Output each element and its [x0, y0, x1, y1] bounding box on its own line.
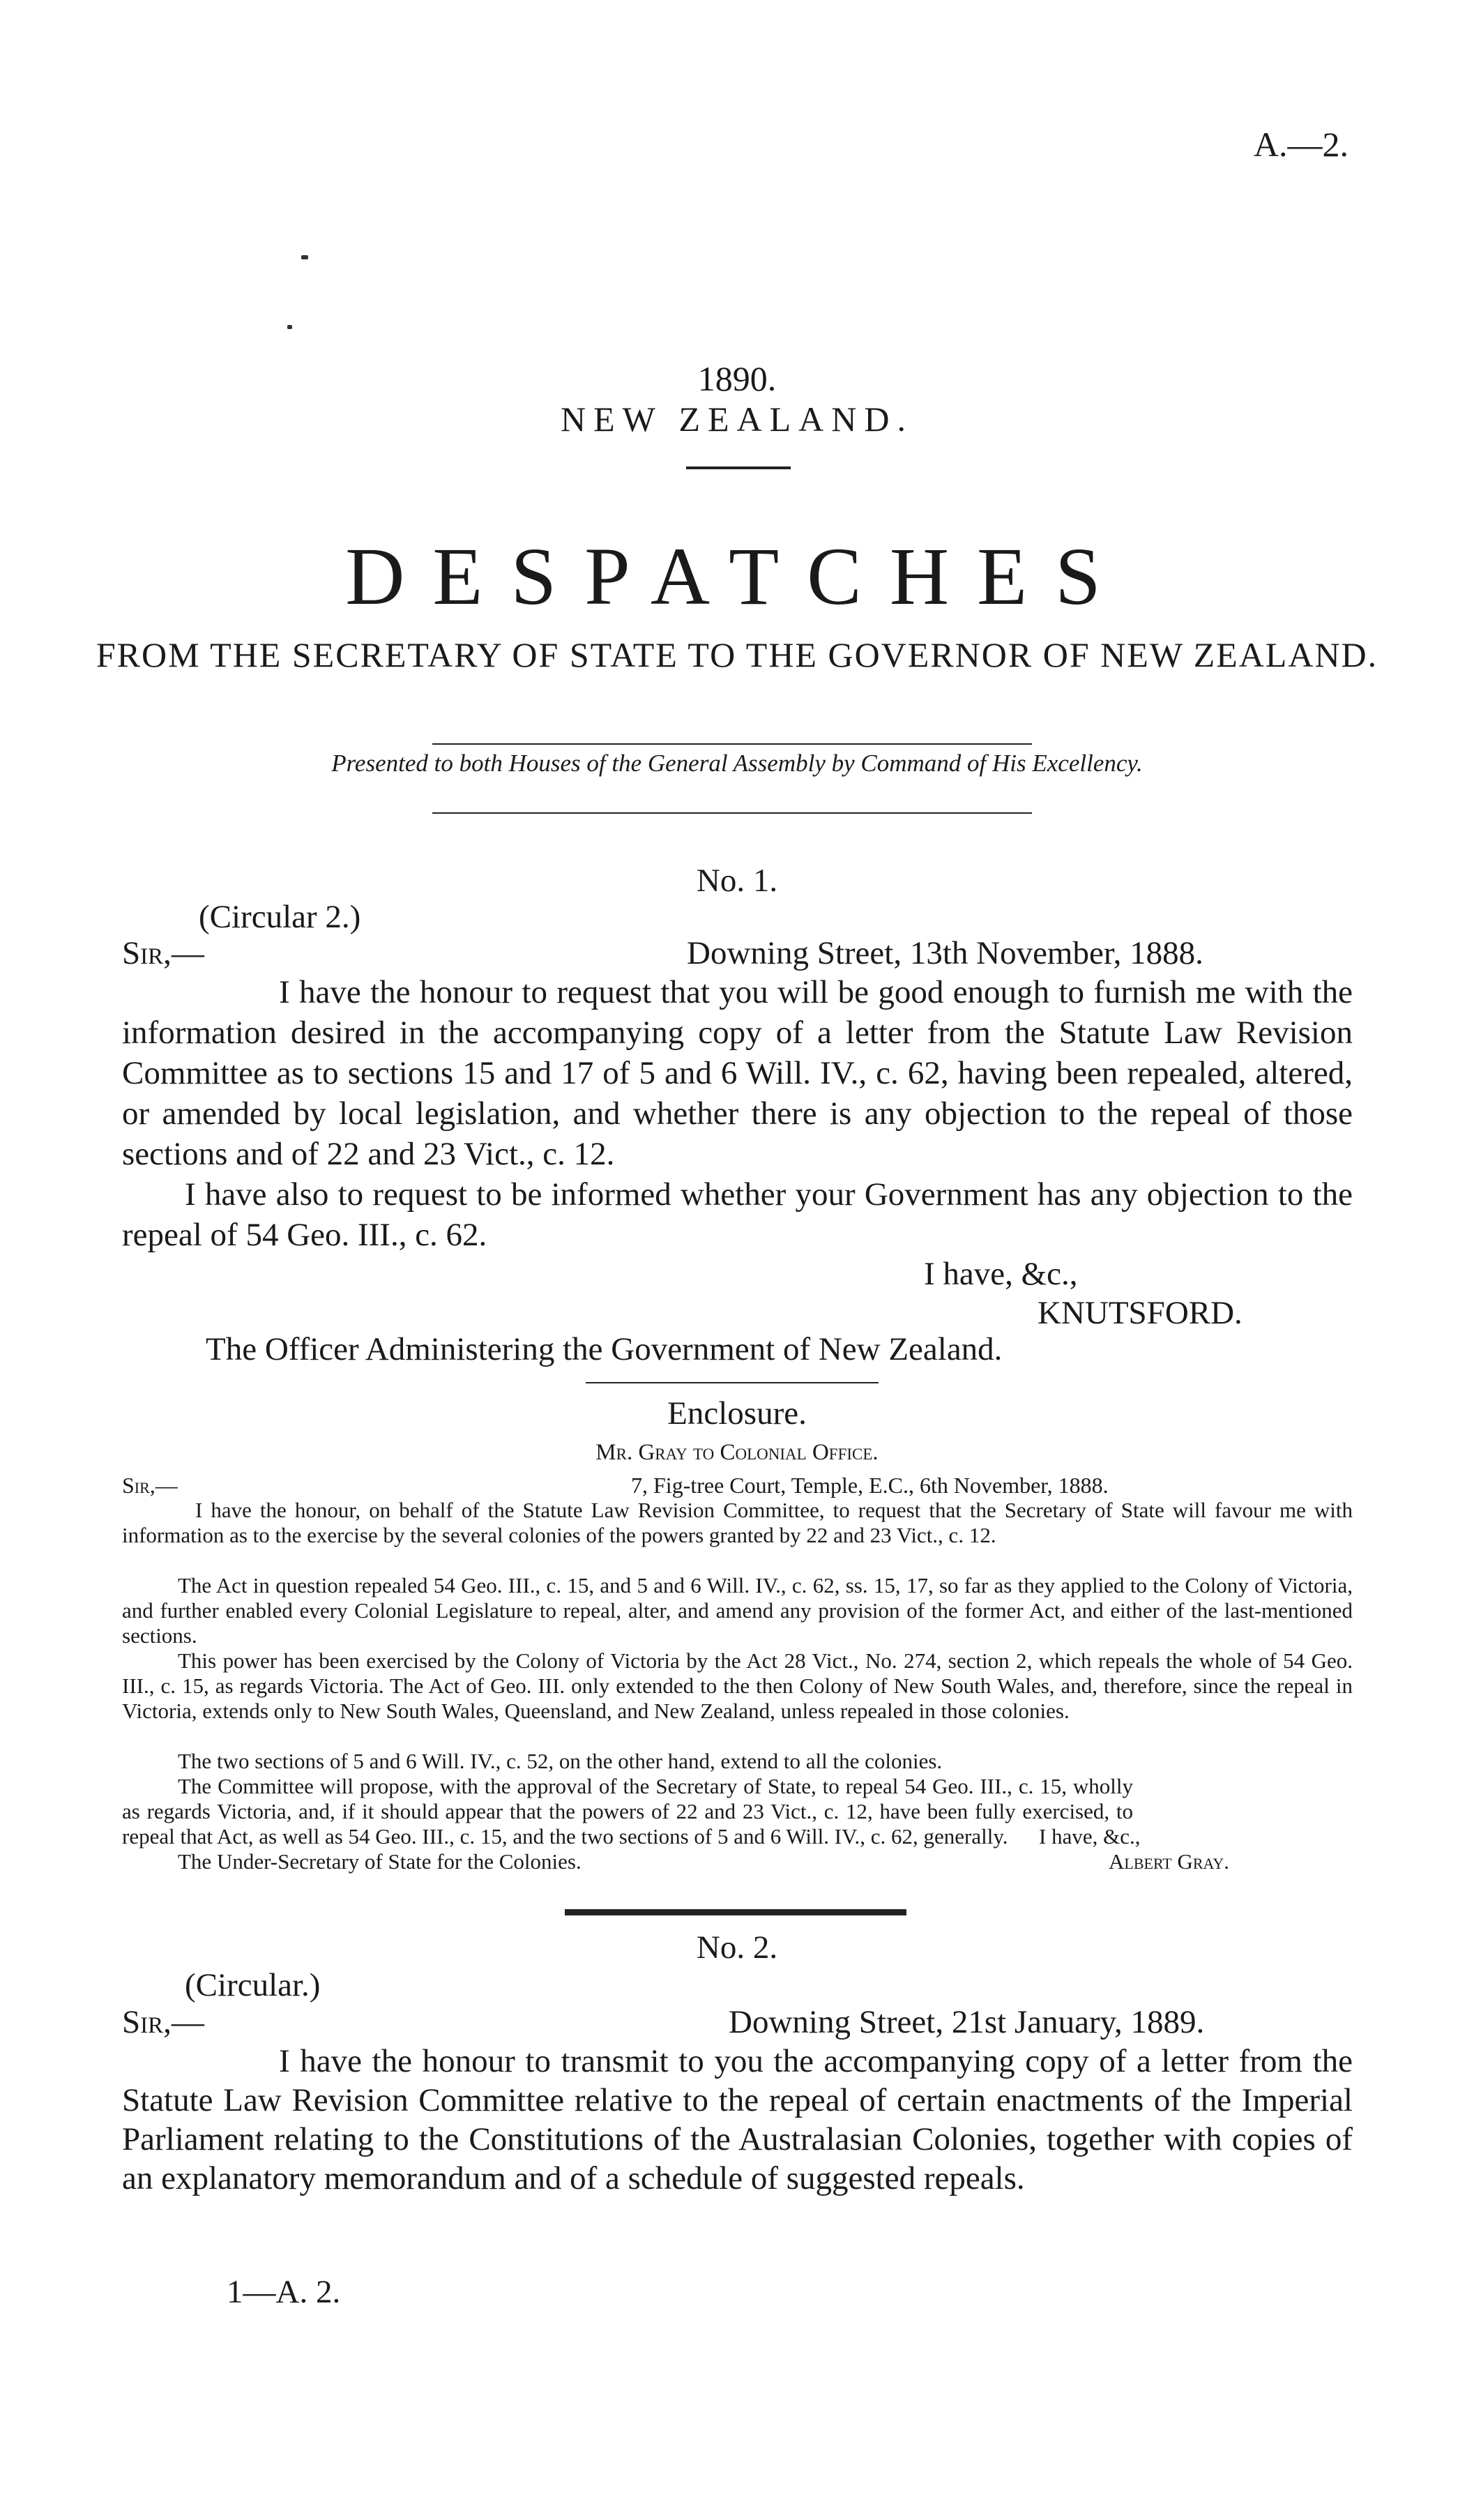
enclosure-paragraph-1: I have the honour, on behalf of the Statute Law Revision Committee, to request that the Secretary of State will favour me with information as to the exercise by the several colonies of the powers granted by 22 and 23 Vict., c. 12. — [122, 1498, 1353, 1547]
no2-salutation: Sir,— — [122, 2004, 204, 2040]
no1-addressee: The Officer Administering the Government of New Zealand. — [206, 1331, 1003, 1367]
enclosure-paragraph-2: The Act in question repealed 54 Geo. III., c. 15, and 5 and 6 Will. IV., c. 62, ss. 15, 17, so far as they applied to the Colony of Victoria, and further enabled every Colonial Legislature to repeal, alter, and amend any provision of the former Act, and either of the last-mentioned sections. — [122, 1573, 1353, 1648]
no2-place-date: Downing Street, 21st January, 1889. — [729, 2004, 1205, 2040]
no1-place-date: Downing Street, 13th November, 1888. — [687, 935, 1203, 971]
enclosure-addressee: The Under-Secretary of State for the Colonies. — [178, 1849, 582, 1874]
document-title: DESPATCHES — [345, 531, 1129, 622]
no1-salutation: Sir,— — [122, 935, 204, 971]
enclosure-subheading: Mr. Gray to Colonial Office. — [595, 1440, 879, 1465]
paper-number: A.—2. — [1253, 125, 1348, 164]
scan-speck — [301, 255, 308, 259]
no1-circular: (Circular 2.) — [199, 899, 361, 935]
enclosure-paragraph-5: The Committee will propose, with the approval of the Secretary of State, to repeal 54 Geo. III., c. 15, wholly as regards Victoria, and, if it should appear that the powers of 22 and 23 Vict., c. 12, have been fully exercised, to repeal that Act, as well as 54 Geo. III., c. 15, and the two sections of 5 and 6 Will. IV., c. 62, generally. — [122, 1774, 1133, 1849]
thick-divider — [565, 1909, 906, 1915]
presented-rule-bottom — [432, 812, 1032, 814]
no1-heading: No. 1. — [696, 863, 778, 899]
no2-circular: (Circular.) — [185, 1967, 321, 2003]
presented-line: Presented to both Houses of the General Assembly by Command of His Excellency. — [331, 750, 1143, 777]
section-divider — [586, 1382, 879, 1383]
enclosure-signature: Albert Gray. — [1109, 1849, 1230, 1874]
enclosure-salutation: Sir,— — [122, 1473, 178, 1498]
signature-mark: 1—A. 2. — [227, 2274, 341, 2310]
header-divider — [686, 466, 791, 469]
presented-rule-top — [432, 743, 1032, 745]
no2-heading: No. 2. — [696, 1929, 778, 1966]
enclosure-paragraph-4: The two sections of 5 and 6 Will. IV., c. 52, on the other hand, extend to all the colonies. — [178, 1749, 943, 1773]
no1-signature: KNUTSFORD. — [1038, 1295, 1243, 1331]
enclosure-place-date: 7, Fig-tree Court, Temple, E.C., 6th November, 1888. — [631, 1473, 1109, 1498]
no1-paragraph-1: I have the honour to request that you will be good enough to furnish me with the information desired in the accompanying copy of a letter from the Statute Law Revision Committee as to sections 15 and 17 of 5 and 6 Will. IV., c. 62, having been repealed, altered, or amended by local legislation, and whether there is any objection to the repeal of those sections and of 22 and 23 Vict., c. 12. — [122, 974, 1353, 1172]
no1-paragraph-2: I have also to request to be informed whether your Government has any objection to the repeal of 54 Geo. III., c. 62. — [122, 1176, 1353, 1253]
document-country: NEW ZEALAND. — [561, 400, 913, 439]
no1-closing: I have, &c., — [924, 1256, 1078, 1292]
no2-paragraph-1: I have the honour to transmit to you the accompanying copy of a letter from the Statute Law Revision Committee relative to the repeal of certain enactments of the Imperial Parliament relating to the Constitutions of the Australasian Colonies, together with copies of an explanatory memorandum and of a schedule of suggested repeals. — [122, 2043, 1353, 2196]
enclosure-heading: Enclosure. — [667, 1395, 807, 1432]
document-year: 1890. — [697, 359, 777, 398]
scan-speck — [287, 325, 292, 329]
enclosure-paragraph-3: This power has been exercised by the Colony of Victoria by the Act 28 Vict., No. 274, section 2, which repeals the whole of 54 Geo. III., c. 15, as regards Victoria. The Act of Geo. III. only extended to the then Colony of New South Wales, and, therefore, since the repeal in Victoria, extends only to New South Wales, Queensland, and New Zealand, unless repealed in those colonies. — [122, 1648, 1353, 1723]
document-subtitle: FROM THE SECRETARY OF STATE TO THE GOVERNOR OF NEW ZEALAND. — [96, 635, 1378, 674]
enclosure-closing: I have, &c., — [1039, 1824, 1141, 1849]
